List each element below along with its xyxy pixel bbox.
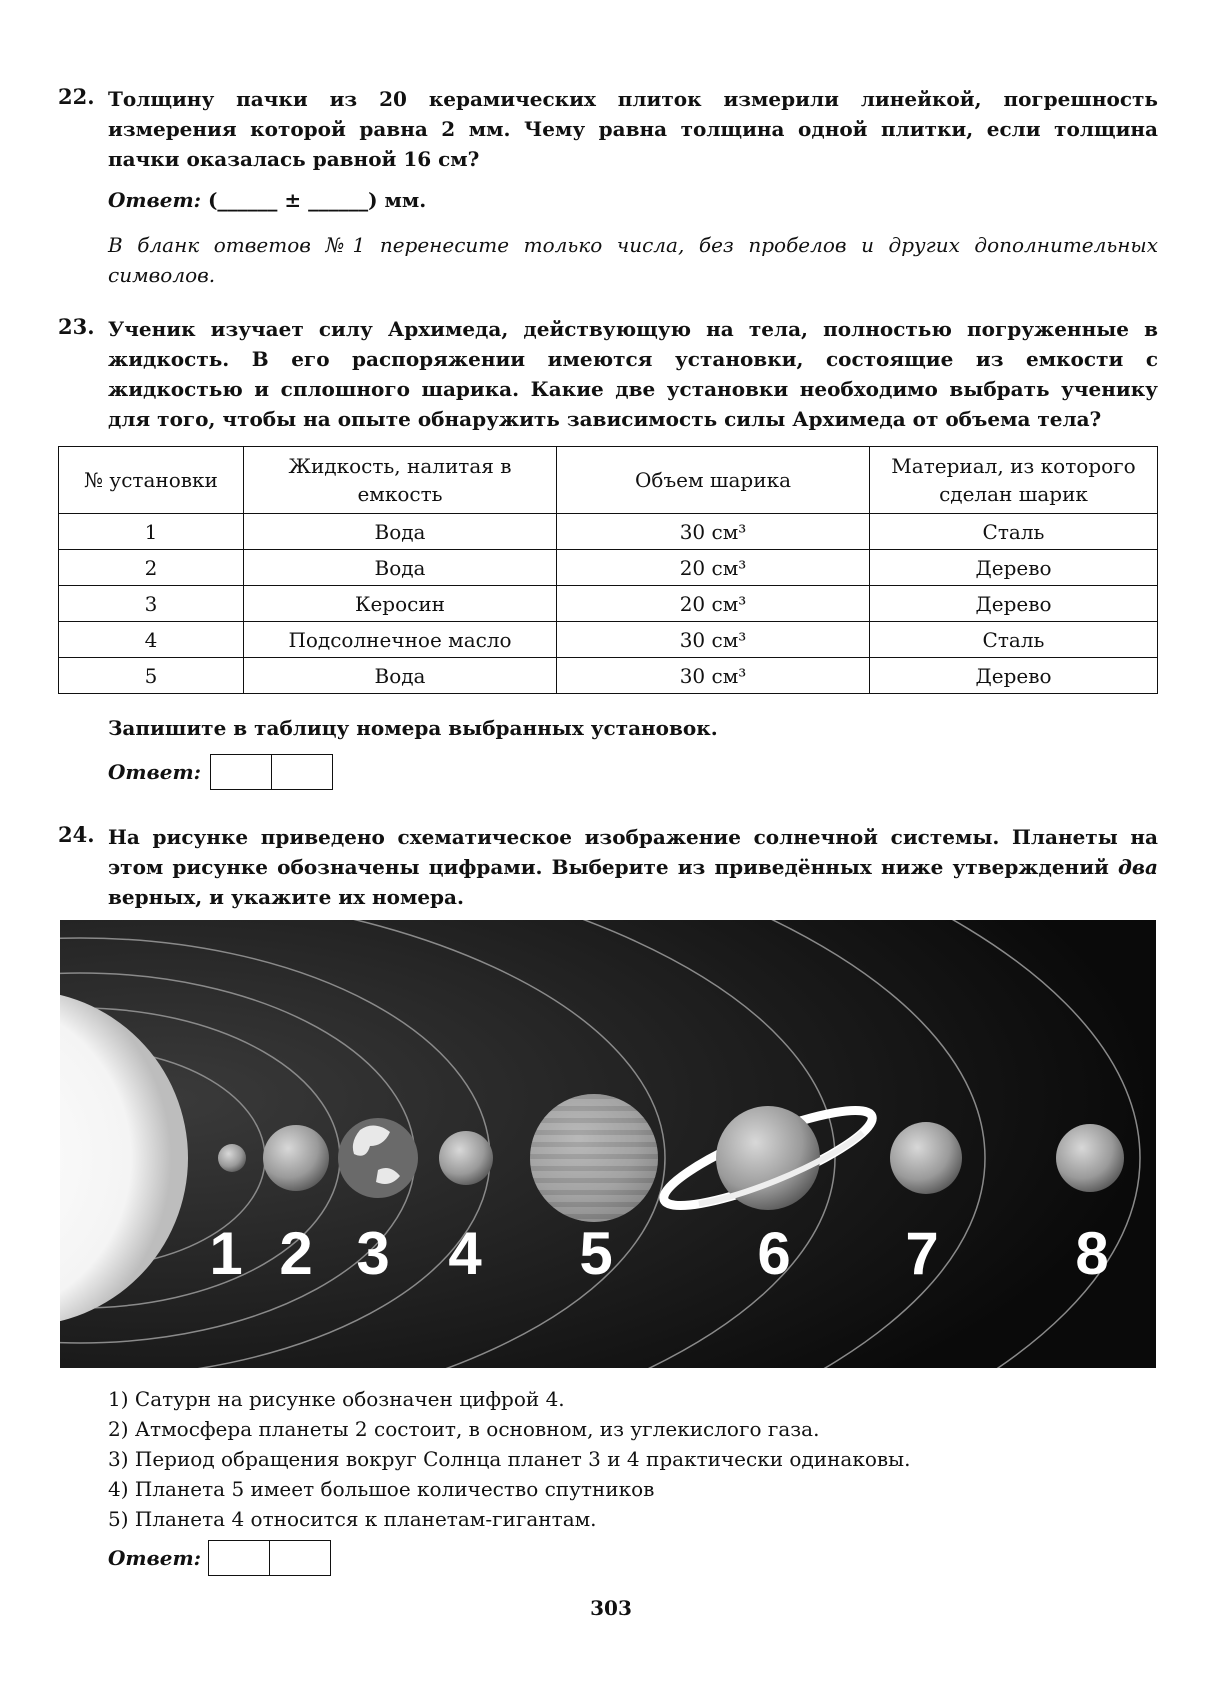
cell: Вода: [244, 550, 557, 586]
question-number: 24.: [58, 822, 95, 847]
planet-label: 7: [905, 1220, 939, 1287]
answer-label-24: Ответ:: [108, 1546, 201, 1570]
planet-label: 4: [448, 1220, 482, 1287]
statement-item: 2) Атмосфера планеты 2 состоит, в основном, из углекислого газа.: [108, 1417, 820, 1441]
cell: Вода: [244, 658, 557, 694]
answer-box[interactable]: [208, 1540, 270, 1576]
page-number: 303: [590, 1596, 632, 1620]
question-text-part: На рисунке приведено схематическое изображение солнечной системы. Планеты на этом рисунке обозначены цифрами. Выберите из приведённых ниже утверждений: [108, 825, 1158, 879]
table-row: [59, 550, 1158, 586]
cell: Подсолнечное масло: [244, 622, 557, 658]
answer-line-22: [108, 188, 426, 212]
question-24: [58, 822, 1158, 912]
statement-item: 3) Период обращения вокруг Солнца планет 3 и 4 практически одинаковы.: [108, 1447, 911, 1471]
cell: Вода: [244, 514, 557, 550]
emphasis: два: [1118, 855, 1158, 879]
cell: Дерево: [870, 550, 1158, 586]
question-number: 22.: [58, 84, 95, 109]
statements-list: [108, 1384, 910, 1534]
setups-table: [58, 446, 1158, 694]
planet-5-shading: [530, 1094, 658, 1222]
question-text: Толщину пачки из 20 керамических плиток измерили линейкой, погрешность измерения которой равна 2 мм. Чему равна толщина одной плитки, если толщина пачки оказалась равной 16 см?: [108, 87, 1158, 171]
table-header-row: [59, 447, 1158, 514]
cell: Керосин: [244, 586, 557, 622]
planet-label: 5: [579, 1220, 613, 1287]
planet-label: 1: [209, 1220, 243, 1287]
planet-label: 8: [1075, 1220, 1109, 1287]
cell: Дерево: [870, 658, 1158, 694]
answer-boxes-24: [208, 1540, 329, 1576]
cell: 2: [59, 550, 244, 586]
question-22: [58, 84, 1158, 174]
question-number: 23.: [58, 314, 95, 339]
cell: Дерево: [870, 586, 1158, 622]
cell: 30 см³: [557, 622, 870, 658]
answer-box[interactable]: [269, 1540, 331, 1576]
table-row: [59, 586, 1158, 622]
question-text: Ученик изучает силу Архимеда, действующую на тела, полностью погруженные в жидкость. В его распоряжении имеются установки, состоящие из емкости с жидкостью и сплошного шарика. Какие две установки необходимо выбрать ученику для того, чтобы на опыте обнаружить зависимость силы Архимеда от объема тела?: [108, 317, 1158, 431]
answer-template[interactable]: (______ ± ______) мм.: [207, 188, 427, 212]
planet-label: 2: [279, 1220, 313, 1287]
answer-box[interactable]: [271, 754, 333, 790]
statement-item: 5) Планета 4 относится к планетам-гигантам.: [108, 1507, 597, 1531]
statement-item: 1) Сатурн на рисунке обозначен цифрой 4.: [108, 1387, 565, 1411]
solar-system-drawing: [60, 920, 1156, 1368]
answer-box[interactable]: [210, 754, 272, 790]
table-instruction: Запишите в таблицу номера выбранных установок.: [108, 716, 718, 740]
cell: 3: [59, 586, 244, 622]
answer-label: Ответ:: [108, 188, 201, 212]
planet-1-mercury: [218, 1144, 246, 1172]
statement-item: 4) Планета 5 имеет большое количество спутников: [108, 1477, 655, 1501]
cell: 20 см³: [557, 586, 870, 622]
table-row: [59, 622, 1158, 658]
question-23: [58, 314, 1158, 434]
planet-label: 3: [356, 1220, 390, 1287]
cell: 5: [59, 658, 244, 694]
cell: 20 см³: [557, 550, 870, 586]
answer-boxes-23: [210, 754, 331, 790]
answer-note: В бланк ответов №1 перенесите только числа, без пробелов и других дополнительных символов.: [108, 233, 1158, 287]
cell: 30 см³: [557, 658, 870, 694]
question-text: [108, 822, 1158, 912]
planet-label: 6: [757, 1220, 791, 1287]
cell: Сталь: [870, 622, 1158, 658]
header-cell: Объем шарика: [557, 447, 870, 514]
cell: 30 см³: [557, 514, 870, 550]
cell: 4: [59, 622, 244, 658]
header-cell: № установки: [59, 447, 244, 514]
cell: Сталь: [870, 514, 1158, 550]
cell: 1: [59, 514, 244, 550]
answer-label-23: Ответ:: [108, 760, 201, 784]
header-cell: Материал, из которого сделан шарик: [870, 447, 1158, 514]
planet-2-venus: [263, 1125, 329, 1191]
solar-system-image: [60, 920, 1156, 1368]
question-text-part: верных, и укажите их номера.: [108, 885, 464, 909]
planet-8-neptune: [1056, 1124, 1124, 1192]
table-row: [59, 658, 1158, 694]
planet-4-mars: [439, 1131, 493, 1185]
table-row: [59, 514, 1158, 550]
planet-7-uranus: [890, 1122, 962, 1194]
header-cell: Жидкость, налитая в емкость: [244, 447, 557, 514]
